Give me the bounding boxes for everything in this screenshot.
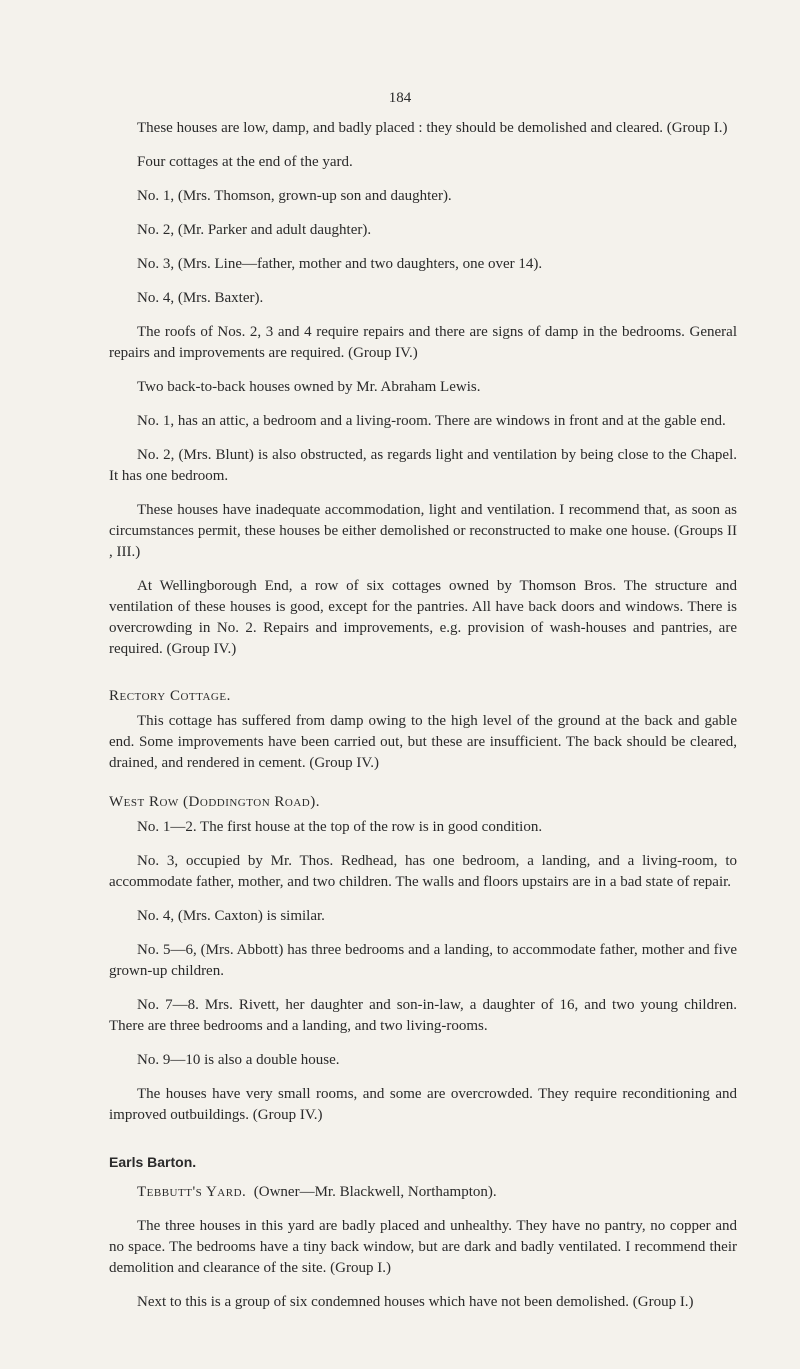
paragraph: No. 5—6, (Mrs. Abbott) has three bedrooms and a landing, to accommodate father, mother and five grown-up children.: [109, 942, 737, 979]
paragraph: No. 4, (Mrs. Baxter).: [137, 290, 264, 306]
yard-heading: Tebbutt's Yard.: [137, 1184, 247, 1200]
section-heading-west-row: West Row (Doddington Road).: [109, 794, 320, 810]
paragraph: No. 3, (Mrs. Line—father, mother and two daughters, one over 14).: [137, 256, 543, 272]
paragraph: These houses are low, damp, and badly placed : they should be demolished and cleared. (Group I.): [137, 120, 728, 136]
paragraph: The houses have very small rooms, and some are overcrowded. They require reconditioning and improved outbuildings. (Group IV.): [109, 1086, 737, 1123]
paragraph: No. 1, (Mrs. Thomson, grown-up son and daughter).: [137, 188, 452, 204]
paragraph: No. 2, (Mrs. Blunt) is also obstructed, as regards light and ventilation by being close to the Chapel. It has one bedroom.: [109, 447, 737, 484]
paragraph: Two back-to-back houses owned by Mr. Abraham Lewis.: [137, 379, 481, 395]
paragraph: Next to this is a group of six condemned houses which have not been demolished. (Group I.): [137, 1294, 694, 1310]
yard-heading-line: [109, 1182, 737, 1203]
paragraph: Four cottages at the end of the yard.: [137, 154, 353, 170]
paragraph: No. 7—8. Mrs. Rivett, her daughter and son-in-law, a daughter of 16, and two young children. There are three bedrooms and a landing, and two living-rooms.: [109, 997, 737, 1034]
page-number: 184: [388, 90, 412, 106]
paragraph: No. 2, (Mr. Parker and adult daughter).: [137, 222, 372, 238]
paragraph: No. 4, (Mrs. Caxton) is similar.: [137, 908, 325, 924]
paragraph: No. 9—10 is also a double house.: [137, 1052, 340, 1068]
paragraph: No. 1, has an attic, a bedroom and a living-room. There are windows in front and at the gable end.: [137, 413, 726, 429]
yard-owner: (Owner—Mr. Blackwell, Northampton).: [253, 1184, 497, 1200]
paragraph: The roofs of Nos. 2, 3 and 4 require repairs and there are signs of damp in the bedrooms. General repairs and improvements are required. (Group IV.): [109, 324, 737, 361]
paragraph: No. 1—2. The first house at the top of the row is in good condition.: [137, 819, 543, 835]
paragraph: The three houses in this yard are badly placed and unhealthy. They have no pantry, no copper and no space. The bedrooms have a tiny back window, but are dark and badly ventilated. I recommend their demolition and clearance of the site. (Group I.): [109, 1218, 737, 1276]
paragraph: At Wellingborough End, a row of six cottages owned by Thomson Bros. The structure and ventilation of these houses is good, except for the pantries. All have back doors and windows. There is overcrowding in No. 2. Repairs and improvements, e.g. provision of wash-houses and pantries, are required. (Group IV.): [109, 578, 737, 657]
paragraph: This cottage has suffered from damp owing to the high level of the ground at the back and gable end. Some improvements have been carried out, but these are insufficient. The back should be cleared, drained, and rendered in cement. (Group IV.): [109, 713, 737, 771]
section-heading-earls-barton: Earls Barton.: [109, 1154, 197, 1170]
document-body: [109, 118, 737, 1326]
paragraph: No. 3, occupied by Mr. Thos. Redhead, has one bedroom, a landing, and a living-room, to accommodate father, mother, and two children. The walls and floors upstairs are in a bad state of repair.: [109, 853, 737, 890]
paragraph: These houses have inadequate accommodation, light and ventilation. I recommend that, as soon as circumstances permit, these houses be either demolished or reconstructed to make one house. (Groups II , III.): [109, 502, 737, 560]
section-heading-rectory-cottage: Rectory Cottage.: [109, 688, 231, 704]
